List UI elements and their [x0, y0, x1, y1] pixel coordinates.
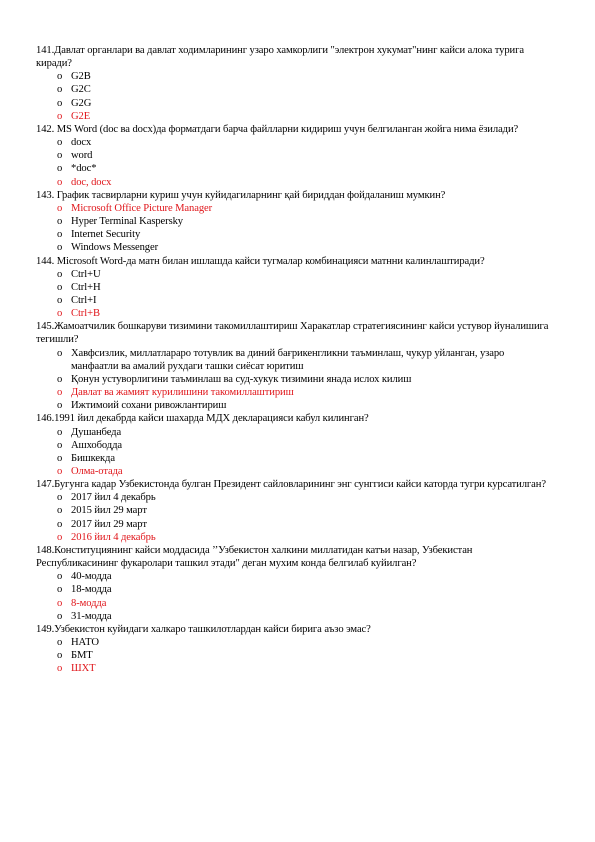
answer-option [36, 268, 551, 281]
question-document [36, 44, 551, 676]
circle-bullet-icon: o [57, 308, 63, 320]
circle-bullet-icon: o [57, 202, 63, 214]
answer-option-text: Ctrl+H [71, 281, 101, 293]
circle-bullet-icon: o [57, 571, 63, 583]
answer-option-correct [36, 307, 551, 320]
circle-bullet-icon: o [57, 531, 63, 543]
circle-bullet-icon: o [57, 150, 63, 162]
answer-option-text: 2015 йил 29 март [71, 505, 147, 517]
answer-option [36, 426, 551, 439]
question-block [36, 255, 551, 321]
answer-option-correct [36, 465, 551, 478]
circle-bullet-icon: o [57, 137, 63, 149]
circle-bullet-icon: o [57, 466, 63, 477]
answer-option [36, 228, 551, 241]
answer-options [36, 426, 551, 479]
answer-option-text: Microsoft Office Picture Manager [71, 202, 213, 214]
answer-option-text: Internet Security [71, 229, 141, 241]
answer-options [36, 136, 551, 189]
answer-option [36, 281, 551, 294]
answer-option [36, 215, 551, 228]
question-block [36, 189, 551, 255]
answer-option-text: docx [71, 137, 92, 149]
answer-option [36, 649, 551, 662]
circle-bullet-icon: o [57, 400, 63, 412]
question-text: 144. Microsoft Word-да матн билан ишлашда кайси тугмалар комбинацияси матнни калинлаштиради? [36, 255, 485, 267]
circle-bullet-icon: o [57, 387, 63, 399]
question-block [36, 478, 551, 544]
question-text: 145.Жамоатчилик бошкаруви тизимини такомиллаштириш Харакатлар стратегиясининг кайси устувор йуналишига тегишли? [36, 321, 549, 346]
answer-option [36, 241, 551, 254]
answer-option-text: Олма-отада [71, 466, 123, 477]
answer-option-correct [36, 597, 551, 610]
answer-option-correct [36, 202, 551, 215]
answer-options [36, 491, 551, 544]
answer-option-text: G2E [71, 110, 91, 122]
answer-option-text: 8-модда [71, 597, 107, 609]
circle-bullet-icon: o [57, 518, 63, 530]
circle-bullet-icon: o [57, 505, 63, 517]
question-text: 149.Узбекистон куйидаги халкаро ташкилотлардан кайси бирига аъзо эмас? [36, 623, 371, 635]
question-text: 143. График тасвирларни куриш учун куйидагиларнинг қай бириддан фойдаланиш мумкин? [36, 189, 446, 201]
answer-option [36, 491, 551, 504]
answer-options [36, 202, 551, 255]
question-block [36, 412, 551, 478]
answer-option-text: Ctrl+I [71, 294, 97, 306]
question-text: 141.Давлат органлари ва давлат ходимларининг узаро хамкорлиги "электрон хукумат"нинг кайси алока турига киради? [36, 45, 524, 70]
question-block [36, 623, 551, 676]
answer-option-text: 18-модда [71, 584, 112, 596]
answer-options [36, 570, 551, 623]
answer-option-text: Hyper Terminal Kaspersky [71, 216, 183, 228]
question-block [36, 320, 551, 412]
circle-bullet-icon: o [57, 663, 63, 675]
answer-option-correct [36, 110, 551, 123]
circle-bullet-icon: o [57, 347, 63, 359]
answer-option-text: Ctrl+U [71, 268, 101, 280]
answer-option [36, 347, 551, 373]
answer-option-text: Ижтимоий сохани ривожлантириш [71, 400, 227, 412]
circle-bullet-icon: o [57, 597, 63, 609]
answer-option [36, 452, 551, 465]
circle-bullet-icon: o [57, 176, 63, 188]
circle-bullet-icon: o [57, 637, 63, 649]
answer-option [36, 83, 551, 96]
question-text: 147.Бугунга кадар Узбекистонда булган Президент сайловларининг энг сунггиси кайси каторда тугри курсатилган? [36, 479, 546, 491]
answer-option-text: БМТ [71, 650, 93, 662]
answer-options [36, 347, 551, 413]
answer-option-text: ШХТ [71, 663, 96, 675]
answer-option-text: word [71, 150, 93, 162]
circle-bullet-icon: o [57, 110, 63, 122]
circle-bullet-icon: o [57, 71, 63, 83]
answer-option [36, 399, 551, 412]
answer-option [36, 610, 551, 623]
circle-bullet-icon: o [57, 452, 63, 464]
answer-option-text: Ctrl+B [71, 308, 100, 320]
circle-bullet-icon: o [57, 492, 63, 504]
answer-option-text: Бишкекда [71, 452, 115, 464]
circle-bullet-icon: o [57, 163, 63, 175]
answer-option [36, 518, 551, 531]
answer-option-text: Windows Messenger [71, 242, 159, 254]
answer-option-text: 2016 йил 4 декабрь [71, 531, 156, 543]
circle-bullet-icon: o [57, 268, 63, 280]
answer-option-correct [36, 531, 551, 544]
question-block [36, 544, 551, 623]
answer-option-text: Ашхободда [71, 439, 122, 451]
answer-option-text: G2B [71, 71, 91, 83]
answer-option [36, 504, 551, 517]
circle-bullet-icon: o [57, 84, 63, 96]
answer-option [36, 97, 551, 110]
answer-option [36, 583, 551, 596]
answer-option [36, 636, 551, 649]
answer-option-text: Давлат ва жамият курилишини такомиллаштириш [71, 387, 294, 399]
answer-option [36, 149, 551, 162]
circle-bullet-icon: o [57, 281, 63, 293]
answer-option [36, 136, 551, 149]
answer-option [36, 162, 551, 175]
answer-option-correct [36, 176, 551, 189]
answer-options [36, 636, 551, 675]
circle-bullet-icon: o [57, 439, 63, 451]
circle-bullet-icon: o [57, 373, 63, 385]
answer-option-correct [36, 386, 551, 399]
answer-option-text: *doc* [71, 163, 97, 175]
circle-bullet-icon: o [57, 216, 63, 228]
answer-option-text: 2017 йил 4 декабрь [71, 492, 156, 504]
answer-option-text: G2G [71, 97, 92, 109]
question-text: 142. MS Word (doc ва docx)да форматдаги барча файлларни кидириш учун белгиланган жойга нима ёзилади? [36, 123, 519, 135]
circle-bullet-icon: o [57, 650, 63, 662]
answer-option-text: Хавфсизлик, миллатлараро тотувлик ва диний бағрикенгликни таъминлаш, чукур уйланган, узаро манфаатли ва амалий рухдаги ташки сиёсат юритиш [71, 347, 505, 372]
answer-option [36, 439, 551, 452]
answer-option-text: doc, docx [71, 176, 112, 188]
circle-bullet-icon: o [57, 294, 63, 306]
circle-bullet-icon: o [57, 584, 63, 596]
circle-bullet-icon: o [57, 97, 63, 109]
question-text: 146.1991 йил декабрда кайси шахарда МДХ декларацияси кабул килинган? [36, 413, 369, 425]
answer-option [36, 373, 551, 386]
answer-option-text: НАТО [71, 637, 99, 649]
answer-option-correct [36, 662, 551, 675]
question-block [36, 44, 551, 123]
answer-option [36, 570, 551, 583]
answer-option-text: 2017 йил 29 март [71, 518, 147, 530]
circle-bullet-icon: o [57, 610, 63, 622]
answer-option [36, 70, 551, 83]
circle-bullet-icon: o [57, 229, 63, 241]
answer-option-text: 40-модда [71, 571, 112, 583]
answer-option-text: Душанбеда [71, 426, 122, 438]
answer-option-text: Қонун устуворлигини таъминлаш ва суд-хукук тизимини янада ислох килиш [71, 373, 412, 385]
answer-option [36, 294, 551, 307]
answer-option-text: 31-модда [71, 610, 112, 622]
answer-option-text: G2C [71, 84, 91, 96]
answer-options [36, 70, 551, 123]
question-text: 148.Конституциянинг кайси моддасида ’’Узбекистон халкини миллатидан катъи назар, Узбекистан Республикасининг фукаролари ташкил этади" деган мухим конда белгилаб куйилган? [36, 544, 473, 570]
circle-bullet-icon: o [57, 426, 63, 438]
answer-options [36, 268, 551, 321]
circle-bullet-icon: o [57, 242, 63, 254]
question-block [36, 123, 551, 189]
